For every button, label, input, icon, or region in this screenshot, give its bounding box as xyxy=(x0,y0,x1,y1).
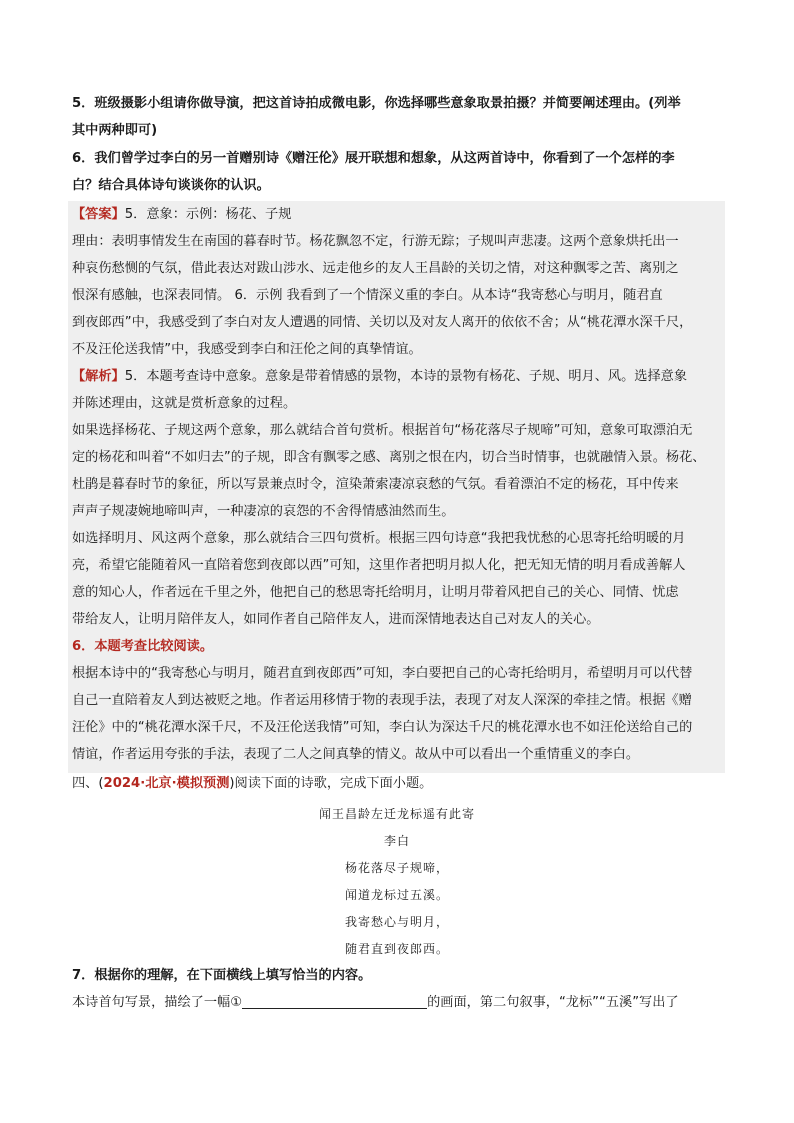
analysis-line: 带给友人，让明月陪伴友人，如同作者自己陪伴友人，进而深情地表达自己对友人的关心。 xyxy=(72,612,600,627)
section-4-suffix: )阅读下面的诗歌，完成下面小题。 xyxy=(229,776,433,791)
analysis-q6-head: 6．本题考查比较阅读。 xyxy=(72,639,214,654)
section-4-source: 2024·北京·模拟预测 xyxy=(103,776,230,791)
analysis-line: 声声子规凄婉地啼叫声，一种凄凉的哀怨的不舍得情感油然而生。 xyxy=(72,504,455,519)
analysis-line: 定的杨花和叫着“不如归去”的子规，即含有飘零之感、离别之恨在内，切合当时情事，也就融情入景。杨花、 xyxy=(72,450,706,465)
question-7-text-after: 的画面，第二句叙事，“龙标”“五溪”写出了 xyxy=(427,995,679,1010)
answer-tag: 【答案】 xyxy=(72,207,125,222)
question-6-line-1: 6．我们曾学过李白的另一首赠别诗《赠汪伦》展开联想和想象，从这两首诗中，你看到了一个怎样的李 xyxy=(72,151,675,166)
question-7-text-before: 本诗首句写景，描绘了一幅① xyxy=(72,995,243,1010)
answer-line: 恨深有感触，也深表同情。 6．示例 我看到了一个情深义重的李白。从本诗“我寄愁心与明月，随君直 xyxy=(72,288,663,303)
analysis-q6-line: 情谊，作者运用夸张的手法，表现了二人之间真挚的情义。故从中可以看出一个重情重义的李白。 xyxy=(72,747,640,762)
analysis-q6-line: 根据本诗中的“我寄愁心与明月，随君直到夜郎西”可知，李白要把自己的心寄托给明月，希望明月可以代替 xyxy=(72,666,693,681)
poem-title: 闻王昌龄左迁龙标遥有此寄 xyxy=(318,807,475,821)
poem-line: 杨花落尽子规啼， xyxy=(344,861,449,875)
section-4-prefix: 四、( xyxy=(72,776,104,791)
answer-line: 不及汪伦送我情”中，我感受到李白和汪伦之间的真挚情谊。 xyxy=(72,342,422,357)
analysis-q6-line: 自己一直陪着友人到达被贬之地。作者运用移情于物的表现手法，表现了对友人深深的牵挂之情。根据《赠 xyxy=(72,693,692,708)
analysis-line: 亮，希望它能随着风一直陪着您到夜郎以西”可知，这里作者把明月拟人化，把无知无情的明月看成善解人 xyxy=(72,558,686,573)
question-5-line-1: 5．班级摄影小组请你做导演，把这首诗拍成微电影，你选择哪些意象取景拍摄？并简要阐述理由。(列举 xyxy=(72,96,681,111)
analysis-line: 并陈述理由，这就是赏析意象的过程。 xyxy=(72,396,297,411)
answer-first-line xyxy=(72,205,291,225)
poem-author: 李白 xyxy=(383,834,410,848)
poem-line: 我寄愁心与明月， xyxy=(344,915,449,929)
answer-line: 到夜郎西”中，我感受到了李白对友人遭遇的同情、关切以及对友人离开的依依不舍；从“桃花潭水深千尺， xyxy=(72,315,693,330)
poem-line: 闻道龙标过五溪。 xyxy=(344,888,449,902)
analysis-line: 杜鹃是暮春时节的象征，所以写景兼点时令，渲染萧索凄凉哀愁的气氛。看着漂泊不定的杨花，耳中传来 xyxy=(72,477,679,492)
analysis-first-line xyxy=(72,367,687,387)
analysis-line: 如果选择杨花、子规这两个意象，那么就结合首句赏析。根据首句“杨花落尽子规啼”可知，意象可取漂泊无 xyxy=(72,423,693,438)
answer-first-text: 5．意象：示例：杨花、子规 xyxy=(124,207,292,222)
answer-line: 理由：表明事情发生在南国的暮春时节。杨花飘忽不定，行游无踪；子规叫声悲凄。这两个意象烘托出一 xyxy=(72,234,679,249)
analysis-q6-line: 汪伦》中的“桃花潭水深千尺，不及汪伦送我情”可知，李白认为深达千尺的桃花潭水也不如汪伦送给自己的 xyxy=(72,720,693,735)
answer-line: 种哀伤愁恻的气氛，借此表达对跋山涉水、远走他乡的友人王昌龄的关切之情，对这种飘零之苦、离别之 xyxy=(72,261,679,276)
question-7-head: 7．根据你的理解，在下面横线上填写恰当的内容。 xyxy=(72,968,372,983)
answer-blank-line[interactable] xyxy=(242,994,427,1009)
question-6-line-2: 白？结合具体诗句谈谈你的认识。 xyxy=(72,178,270,193)
analysis-first-text: 5．本题考查诗中意象。意象是带着情感的景物，本诗的景物有杨花、子规、明月、风。选择意象 xyxy=(124,369,688,384)
section-4-heading xyxy=(72,774,432,794)
analysis-tag: 【解析】 xyxy=(72,369,125,384)
analysis-line: 如选择明月、风这两个意象，那么就结合三四句赏析。根据三四句诗意“我把我忧愁的心思寄托给明暖的月 xyxy=(72,531,686,546)
analysis-line: 意的知心人，作者远在千里之外，他把自己的愁思寄托给明月，让明月带着风把自己的关心、同情、忧虑 xyxy=(72,585,679,600)
question-5-line-2: 其中两种即可) xyxy=(72,123,158,138)
poem-line: 随君直到夜郎西。 xyxy=(344,942,449,956)
question-7-line xyxy=(72,993,679,1013)
